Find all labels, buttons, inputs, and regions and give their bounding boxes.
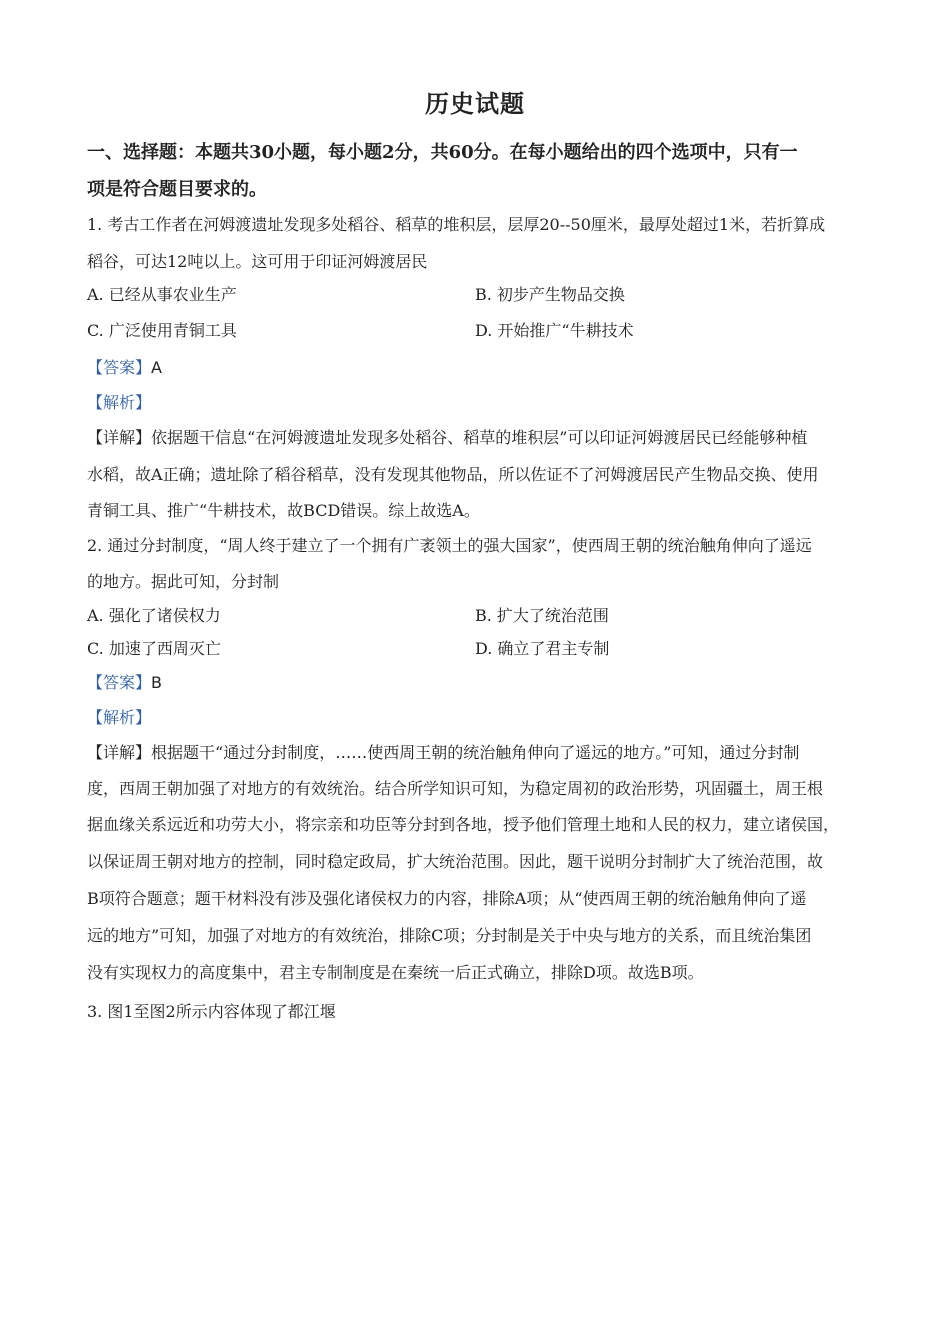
q2-option-b: B. 扩大了统治范围 (475, 606, 609, 625)
q2-option-a: A. 强化了诸侯权力 (87, 606, 221, 625)
q2-detail-text1: 根据题干“通过分封制度，……使西周王朝的统治触角伸向了遥远的地方。”可知，通过分封制 (151, 743, 800, 762)
q2-detail-line2: 度，西周王朝加强了对地方的有效统治。结合所学知识可知，为稳定周初的政治形势，巩固疆土，周王根 (87, 779, 824, 798)
answer-tag: 【答案】 (87, 358, 152, 377)
detail-tag: 【详解】 (87, 428, 152, 447)
answer-tag: 【答案】 (87, 673, 152, 692)
q1-stem-line2: 稻谷，可达12吨以上。这可用于印证河姆渡居民 (87, 252, 428, 271)
q2-stem-line1: 2. 通过分封制度，“周人终于建立了一个拥有广袤领土的强大国家”，使西周王朝的统治触角伸向了遥远 (87, 536, 812, 555)
q1-option-b: B. 初步产生物品交换 (475, 285, 625, 304)
q1-answer-value: A (151, 358, 162, 377)
q2-answer-value: B (151, 673, 162, 692)
q2-option-d: D. 确立了君主专制 (475, 639, 610, 658)
q2-detail-line7: 没有实现权力的高度集中，君主专制制度是在秦统一后正式确立，排除D项。故选B项。 (87, 963, 704, 982)
q2-detail-line5: B项符合题意；题干材料没有涉及强化诸侯权力的内容，排除A项；从“使西周王朝的统治触角伸向了遥 (87, 889, 807, 908)
q3-stem-line1: 3. 图1至图2所示内容体现了都江堰 (87, 1002, 336, 1021)
q1-detail-line3: 青铜工具、推广“牛耕技术，故BCD错误。综上故选A。 (87, 501, 480, 520)
q1-detail-line2: 水稻，故A正确；遗址除了稻谷稻草，没有发现其他物品，所以佐证不了河姆渡居民产生物品交换、使用 (87, 465, 819, 484)
q1-option-a: A. 已经从事农业生产 (87, 285, 237, 304)
detail-tag: 【详解】 (87, 743, 152, 762)
q1-option-c: C. 广泛使用青铜工具 (87, 321, 237, 340)
q1-option-d: D. 开始推广“牛耕技术 (475, 321, 634, 340)
q2-detail-line1 (87, 740, 799, 766)
q2-detail-line4: 以保证周王朝对地方的控制，同时稳定政局，扩大统治范围。因此，题干说明分封制扩大了统治范围，故 (87, 852, 824, 871)
q2-stem-line2: 的地方。据此可知，分封制 (87, 572, 280, 591)
q2-answer (87, 670, 162, 696)
q1-detail-line1 (87, 425, 807, 451)
q2-option-c: C. 加速了西周灭亡 (87, 639, 221, 658)
q1-answer (87, 355, 162, 381)
q1-stem-line1: 1. 考古工作者在河姆渡遗址发现多处稻谷、稻草的堆积层，层厚20--50厘米，最厚处超过1米，若折算成 (87, 215, 826, 234)
q2-analysis-tag: 【解析】 (87, 708, 152, 727)
q2-detail-line6: 远的地方”可知，加强了对地方的有效统治，排除C项；分封制是关于中央与地方的关系，而且统治集团 (87, 926, 812, 945)
section-heading-line1: 一、选择题：本题共30小题，每小题2分，共60分。在每小题给出的四个选项中，只有一 (87, 142, 798, 163)
section-heading-line2: 项是符合题目要求的。 (87, 179, 267, 200)
q2-detail-line3: 据血缘关系远近和功劳大小，将宗亲和功臣等分封到各地，授予他们管理土地和人民的权力，建立诸侯国， (87, 815, 840, 834)
q1-analysis-tag: 【解析】 (87, 393, 152, 412)
q1-detail-text1: 依据题干信息“在河姆渡遗址发现多处稻谷、稻草的堆积层”可以印证河姆渡居民已经能够种植 (151, 428, 808, 447)
page-title: 历史试题 (425, 89, 525, 118)
